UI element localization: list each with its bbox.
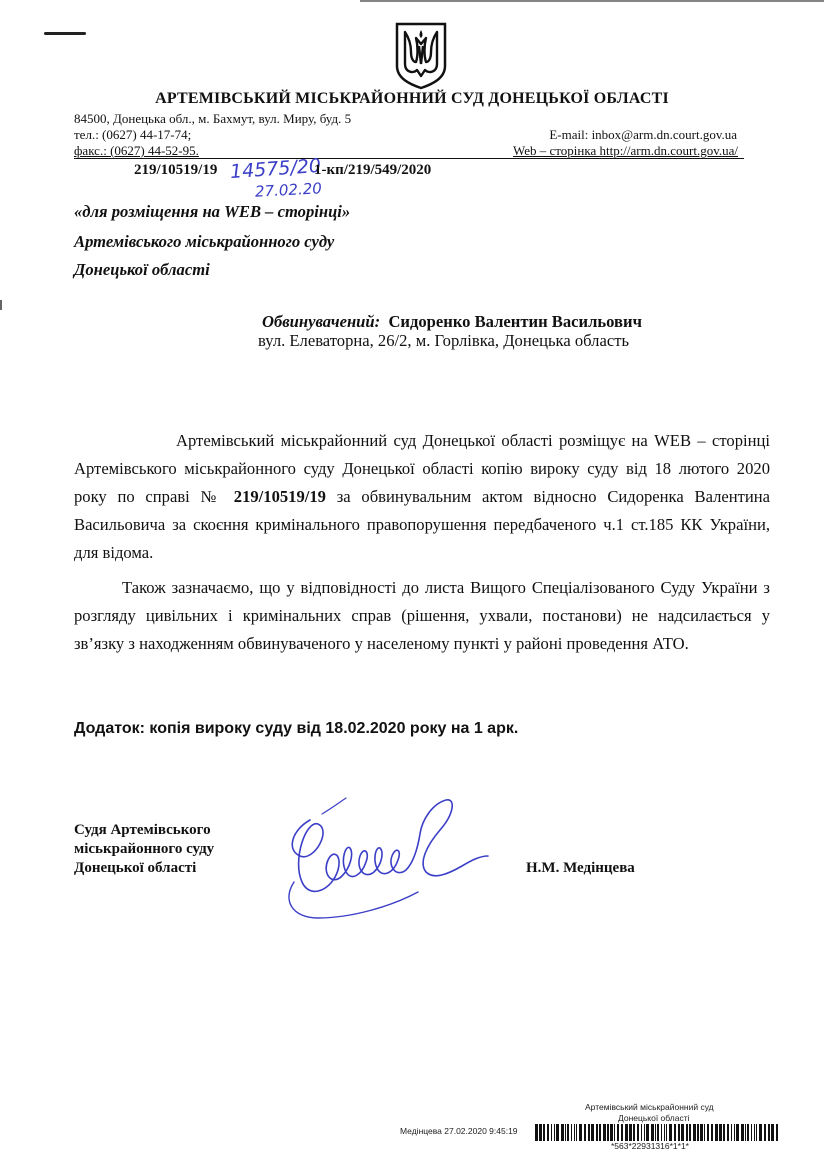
accused-address: вул. Елеваторна, 26/2, м. Горлівка, Донецька область	[258, 331, 630, 350]
barcode-bar	[657, 1124, 659, 1141]
p2-line-1: Також зазначаємо, що у відповідності до листа Вищого Спеціалізованого Суду України з	[122, 578, 770, 597]
barcode-bar	[617, 1124, 619, 1141]
barcode-bar	[574, 1124, 575, 1141]
barcode-bar	[704, 1124, 705, 1141]
body-paragraph-2	[74, 574, 770, 658]
barcode-bar	[584, 1124, 586, 1141]
barcode-bar	[591, 1124, 594, 1141]
scan-artifact-edge	[360, 0, 824, 2]
barcode-bar	[610, 1124, 613, 1141]
barcode-bar	[561, 1124, 564, 1141]
barcode-bar	[614, 1124, 615, 1141]
barcode-bar	[543, 1124, 545, 1141]
footer-court-line-2: Донецької області	[618, 1113, 690, 1123]
barcode-bar	[655, 1124, 656, 1141]
court-title: АРТЕМІВСЬКИЙ МІСЬКРАЙОННИЙ СУД ДОНЕЦЬКОЇ ОБЛАСТІ	[155, 90, 669, 107]
barcode-bar	[747, 1124, 749, 1141]
barcode-bar	[607, 1124, 609, 1141]
barcode-bar	[579, 1124, 582, 1141]
barcode-bar	[686, 1124, 688, 1141]
p2-line-2: розгляду цивільних і кримінальних справ (рішення, ухвали, постанови) не надсилається у	[74, 606, 770, 625]
recipient-line-3: Донецької області	[74, 260, 210, 279]
barcode-bar	[707, 1124, 709, 1141]
barcode-bar	[745, 1124, 746, 1141]
barcode-bar	[674, 1124, 676, 1141]
scan-artifact-mark	[44, 32, 86, 35]
header-divider	[74, 158, 744, 159]
p2-line-3: зв’язку з находженням обвинуваченого у населеному пункті у районі проведення АТО.	[74, 634, 689, 653]
barcode-bar	[756, 1124, 757, 1141]
signer-title-3: Донецької області	[74, 860, 197, 876]
court-email: E-mail: inbox@arm.dn.court.gov.ua	[549, 127, 737, 142]
barcode-bar	[727, 1124, 729, 1141]
barcode-bar	[556, 1124, 559, 1141]
footer-stamp: Медінцева 27.02.2020 9:45:19	[400, 1126, 518, 1136]
proceeding-number: 1-кп/219/549/2020	[314, 162, 432, 178]
barcode-bar	[666, 1124, 667, 1141]
barcode-bar	[693, 1124, 696, 1141]
barcode	[535, 1124, 779, 1141]
accused-label: Обвинувачений:	[262, 312, 381, 331]
barcode-bar	[661, 1124, 662, 1141]
coat-of-arms-icon	[393, 20, 449, 90]
handwritten-signature	[222, 790, 492, 940]
barcode-bar	[741, 1124, 744, 1141]
p1-line-4: Васильовича за скоєння кримінального правопорушення передбаченого ч.1 ст.185 КК України,	[74, 515, 770, 534]
barcode-bar	[711, 1124, 713, 1141]
barcode-bar	[625, 1124, 628, 1141]
barcode-bar	[633, 1124, 635, 1141]
signer-title-2: міськрайонного суду	[74, 841, 215, 857]
court-address: 84500, Донецька обл., м. Бахмут, вул. Миру, буд. 5	[74, 111, 352, 126]
barcode-bar	[681, 1124, 684, 1141]
barcode-bar	[764, 1124, 766, 1141]
p1-case-number: 219/10519/19	[233, 487, 326, 506]
accused-block	[262, 312, 642, 332]
barcode-bar	[576, 1124, 577, 1141]
barcode-bar	[599, 1124, 601, 1141]
barcode-bar	[571, 1124, 572, 1141]
body-paragraph-1	[74, 427, 770, 567]
barcode-bar	[603, 1124, 606, 1141]
footer-court-line-1: Артемівський міськрайонний суд	[585, 1102, 714, 1112]
barcode-bar	[621, 1124, 623, 1141]
barcode-bar	[736, 1124, 739, 1141]
barcode-text: *563*22931316*1*1*	[611, 1141, 689, 1151]
p1-line-3	[74, 483, 770, 511]
p1-line-3-post: за обвинувальним актом відносно Сидоренка Валентина	[336, 487, 770, 506]
accused-name: Сидоренко Валентин Васильович	[388, 312, 642, 331]
case-number: 219/10519/19	[134, 162, 218, 178]
barcode-bar	[669, 1124, 672, 1141]
barcode-bar	[731, 1124, 732, 1141]
p1-line-3-pre: року по справі №	[74, 487, 223, 506]
barcode-bar	[754, 1124, 755, 1141]
barcode-bar	[565, 1124, 566, 1141]
scan-artifact-left	[0, 300, 2, 310]
barcode-bar	[646, 1124, 649, 1141]
attachment-note: Додаток: копія вироку суду від 18.02.2020 року на 1 арк.	[74, 720, 519, 737]
barcode-bar	[637, 1124, 639, 1141]
barcode-bar	[567, 1124, 569, 1141]
barcode-bar	[678, 1124, 680, 1141]
barcode-bar	[641, 1124, 642, 1141]
barcode-bar	[697, 1124, 699, 1141]
p1-line-1: Артемівський міськрайонний суд Донецької області розміщує на WEB – сторінці	[176, 431, 770, 450]
p1-line-5: для відома.	[74, 543, 154, 562]
barcode-bar	[751, 1124, 752, 1141]
recipient-line-2: Артемівського міськрайонного суду	[74, 232, 335, 251]
barcode-bar	[768, 1124, 770, 1141]
barcode-bar	[664, 1124, 665, 1141]
barcode-bar	[588, 1124, 590, 1141]
barcode-bar	[771, 1124, 774, 1141]
barcode-bar	[651, 1124, 654, 1141]
barcode-bar	[629, 1124, 632, 1141]
barcode-bar	[547, 1124, 549, 1141]
barcode-bar	[535, 1124, 538, 1141]
handwritten-outgoing-number: 14575/20	[229, 154, 322, 184]
signer-name: Н.М. Медінцева	[526, 860, 635, 876]
p1-line-2: Артемівського міськрайонного суду Донецької області копію вироку суду від 18 лютого 2020	[74, 459, 770, 478]
barcode-bar	[539, 1124, 542, 1141]
court-phone: тел.: (0627) 44-17-74;	[74, 127, 192, 142]
signer-title-1: Судя Артемівського	[74, 822, 211, 838]
court-web[interactable]: Web – сторінка http://arm.dn.court.gov.ua/	[512, 143, 738, 158]
barcode-bar	[719, 1124, 722, 1141]
handwritten-date: 27.02.20	[254, 179, 323, 201]
barcode-bar	[554, 1124, 555, 1141]
barcode-bar	[596, 1124, 598, 1141]
barcode-bar	[715, 1124, 718, 1141]
barcode-bar	[776, 1124, 778, 1141]
barcode-bar	[700, 1124, 703, 1141]
court-fax: факс.: (0627) 44-52-95.	[74, 143, 199, 158]
barcode-bar	[551, 1124, 552, 1141]
recipient-line-1: «для розміщення на WEB – сторінці»	[74, 202, 351, 221]
barcode-bar	[759, 1124, 762, 1141]
barcode-bar	[734, 1124, 735, 1141]
barcode-bar	[644, 1124, 645, 1141]
barcode-bar	[723, 1124, 725, 1141]
barcode-bar	[689, 1124, 691, 1141]
